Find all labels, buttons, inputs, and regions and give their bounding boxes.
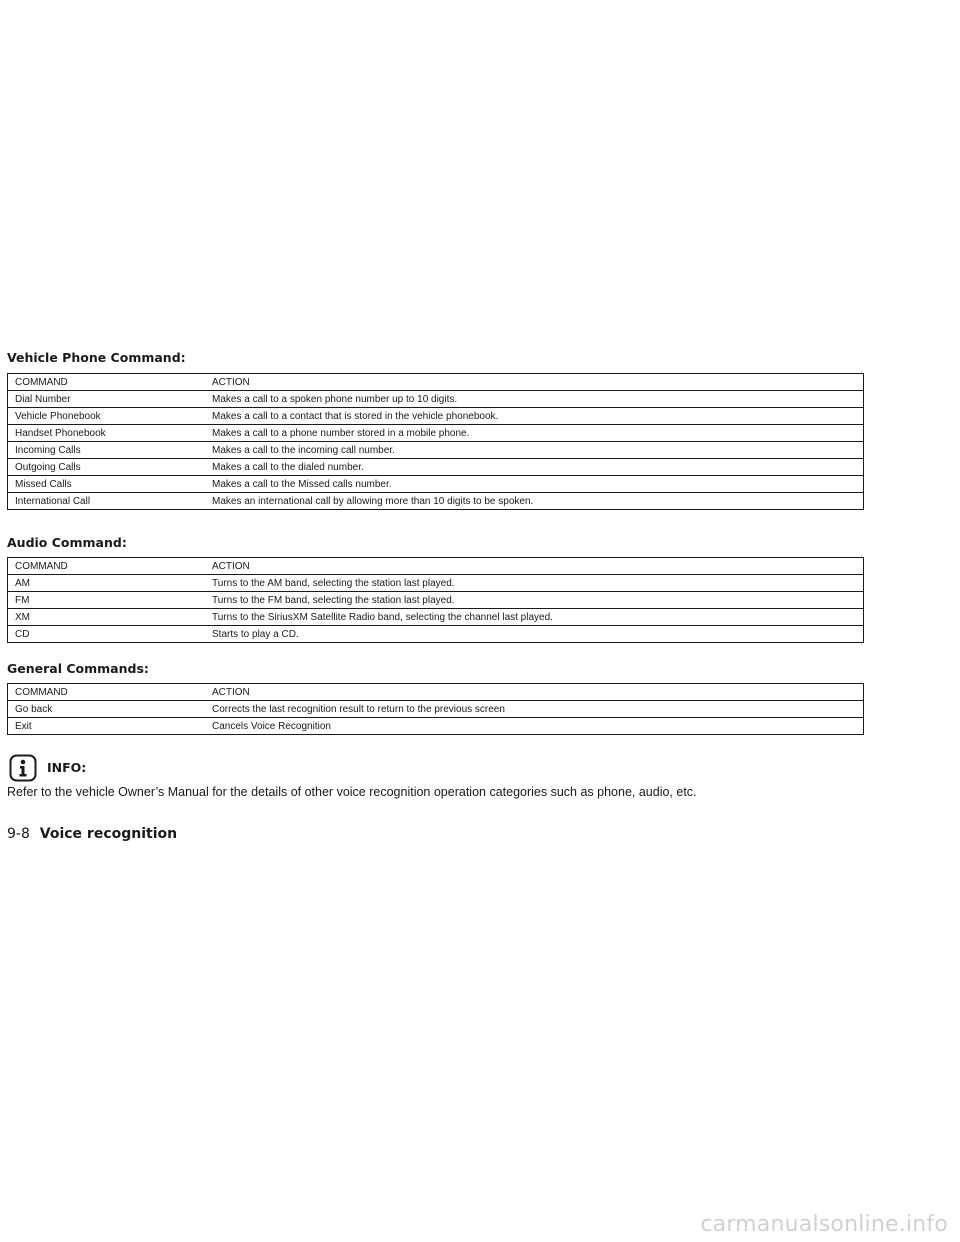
- command-cell: AM: [8, 575, 206, 592]
- table-row: [8, 626, 864, 643]
- table-row: [8, 408, 864, 425]
- action-cell: Makes a call to the Missed calls number.: [205, 476, 864, 493]
- table-row: [8, 476, 864, 493]
- command-cell: Go back: [8, 701, 206, 718]
- action-cell: Cancels Voice Recognition: [205, 718, 864, 735]
- column-header-command: COMMAND: [8, 684, 206, 701]
- command-cell: XM: [8, 609, 206, 626]
- column-header-action: ACTION: [205, 558, 864, 575]
- command-cell: Missed Calls: [8, 476, 206, 493]
- action-cell: Corrects the last recognition result to return to the previous screen: [205, 701, 864, 718]
- action-cell: Turns to the AM band, selecting the station last played.: [205, 575, 864, 592]
- table-row: [8, 609, 864, 626]
- action-cell: Makes a call to a contact that is stored in the vehicle phonebook.: [205, 408, 864, 425]
- section-heading-general: General Commands:: [7, 661, 149, 676]
- command-cell: International Call: [8, 493, 206, 510]
- command-cell: Vehicle Phonebook: [8, 408, 206, 425]
- watermark[interactable]: carmanualsonline.info: [700, 1212, 948, 1237]
- table-row: [8, 575, 864, 592]
- command-cell: FM: [8, 592, 206, 609]
- column-header-command: COMMAND: [8, 558, 206, 575]
- table-header-row: [8, 374, 864, 391]
- column-header-action: ACTION: [205, 374, 864, 391]
- section-heading-audio: Audio Command:: [7, 535, 127, 550]
- info-icon: [9, 754, 37, 782]
- command-cell: Outgoing Calls: [8, 459, 206, 476]
- chapter-title: Voice recognition: [39, 826, 178, 842]
- table-row: [8, 391, 864, 408]
- page-number: 9-8: [7, 826, 30, 842]
- action-cell: Turns to the FM band, selecting the station last played.: [205, 592, 864, 609]
- command-cell: Dial Number: [8, 391, 206, 408]
- table-row: [8, 493, 864, 510]
- table-row: [8, 592, 864, 609]
- table-header-row: [8, 684, 864, 701]
- table-row: [8, 425, 864, 442]
- vehicle-phone-command-table: [7, 373, 864, 510]
- action-cell: Starts to play a CD.: [205, 626, 864, 643]
- section-heading-vehicle-phone: Vehicle Phone Command:: [7, 350, 186, 365]
- action-cell: Turns to the SiriusXM Satellite Radio band, selecting the channel last played.: [205, 609, 864, 626]
- table-row: [8, 718, 864, 735]
- action-cell: Makes a call to a spoken phone number up to 10 digits.: [205, 391, 864, 408]
- action-cell: Makes a call to the incoming call number.: [205, 442, 864, 459]
- command-cell: CD: [8, 626, 206, 643]
- page-footer: [7, 825, 177, 842]
- audio-command-table: [7, 557, 864, 643]
- info-title: INFO:: [47, 760, 87, 775]
- action-cell: Makes a call to a phone number stored in a mobile phone.: [205, 425, 864, 442]
- column-header-action: ACTION: [205, 684, 864, 701]
- command-cell: Exit: [8, 718, 206, 735]
- table-row: [8, 442, 864, 459]
- table-header-row: [8, 558, 864, 575]
- action-cell: Makes a call to the dialed number.: [205, 459, 864, 476]
- info-text: Refer to the vehicle Owner’s Manual for the details of other voice recognition operation categories such as phone, audio, etc.: [7, 785, 697, 799]
- command-cell: Handset Phonebook: [8, 425, 206, 442]
- table-row: [8, 459, 864, 476]
- command-cell: Incoming Calls: [8, 442, 206, 459]
- general-command-table: [7, 683, 864, 735]
- action-cell: Makes an international call by allowing more than 10 digits to be spoken.: [205, 493, 864, 510]
- column-header-command: COMMAND: [8, 374, 206, 391]
- table-row: [8, 701, 864, 718]
